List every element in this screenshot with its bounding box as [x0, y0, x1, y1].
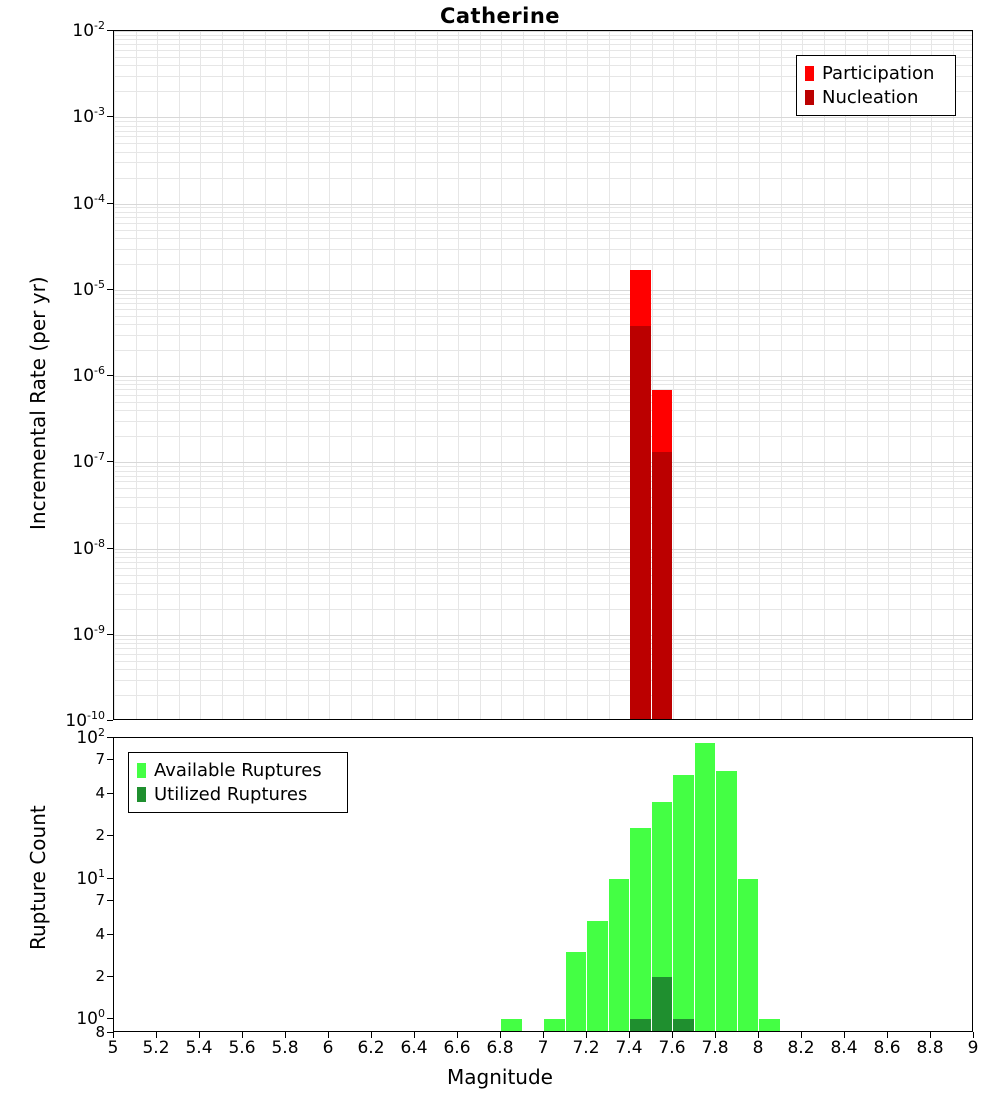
bar	[652, 977, 673, 1032]
y-tick-mark	[107, 835, 113, 836]
x-tick-mark	[242, 1032, 243, 1038]
y-tick-mark	[107, 878, 113, 879]
x-tick-label: 5.4	[185, 1038, 213, 1058]
legend-bottom	[128, 752, 348, 813]
bar	[630, 828, 651, 1032]
bar	[716, 771, 737, 1032]
x-tick-mark	[629, 1032, 630, 1038]
y-tick-label: $10^{-10}$	[65, 709, 105, 731]
y-axis-label-top: Incremental Rate (per yr)	[26, 276, 50, 530]
bar	[544, 1019, 565, 1032]
y-tick-mark	[107, 548, 113, 549]
y-tick-label: 8	[95, 1023, 105, 1041]
y-tick-mark	[107, 203, 113, 204]
x-tick-mark	[844, 1032, 845, 1038]
legend-label: Nucleation	[822, 86, 919, 108]
y-tick-mark	[107, 976, 113, 977]
x-tick-label: 5.6	[228, 1038, 256, 1058]
y-tick-mark	[107, 375, 113, 376]
bar	[609, 879, 630, 1032]
x-tick-mark	[113, 1032, 114, 1038]
legend-swatch	[137, 763, 146, 778]
x-tick-label: 7.6	[658, 1038, 686, 1058]
y-tick-label: 2	[95, 967, 105, 985]
x-tick-label: 8.8	[916, 1038, 944, 1058]
x-tick-mark	[156, 1032, 157, 1038]
y-tick-mark	[107, 759, 113, 760]
y-tick-label: $10^{-3}$	[72, 105, 105, 128]
y-axis-label-bottom: Rupture Count	[26, 805, 50, 950]
x-tick-label: 8.6	[873, 1038, 901, 1058]
y-tick-label: $10^{-8}$	[72, 536, 105, 559]
y-tick-label: $10^2$	[76, 726, 105, 748]
y-tick-label: 7	[95, 749, 105, 768]
bar	[673, 775, 694, 1033]
y-tick-label: $10^{-5}$	[72, 277, 105, 300]
x-tick-mark	[887, 1032, 888, 1038]
bar	[759, 1019, 780, 1032]
x-tick-label: 7.4	[615, 1038, 643, 1058]
x-tick-mark	[543, 1032, 544, 1038]
bar	[630, 326, 651, 720]
bar	[587, 921, 608, 1032]
y-tick-mark	[107, 934, 113, 935]
legend-label: Utilized Ruptures	[154, 783, 308, 805]
x-tick-mark	[457, 1032, 458, 1038]
x-tick-label: 8.4	[830, 1038, 858, 1058]
y-tick-label: $10^{-7}$	[72, 450, 105, 473]
bar	[630, 1019, 651, 1032]
x-tick-label: 6.8	[486, 1038, 514, 1058]
legend-label: Available Ruptures	[154, 759, 322, 781]
x-tick-label: 7.2	[572, 1038, 600, 1058]
bar	[501, 1019, 522, 1032]
x-tick-label: 6.6	[443, 1038, 471, 1058]
x-tick-mark	[758, 1032, 759, 1038]
x-tick-label: 6.2	[357, 1038, 385, 1058]
y-tick-mark	[107, 900, 113, 901]
x-tick-mark	[414, 1032, 415, 1038]
legend-item	[137, 782, 339, 806]
legend-swatch	[137, 787, 146, 802]
y-tick-mark	[107, 793, 113, 794]
x-tick-mark	[500, 1032, 501, 1038]
y-tick-mark	[107, 289, 113, 290]
bar	[566, 952, 587, 1032]
x-tick-mark	[199, 1032, 200, 1038]
bars-incremental-rate	[114, 31, 972, 719]
x-tick-mark	[930, 1032, 931, 1038]
y-tick-label: 4	[95, 784, 105, 802]
y-tick-label: $10^{-9}$	[72, 622, 105, 645]
y-tick-label: $10^{-6}$	[72, 364, 105, 386]
x-tick-label: 5.2	[142, 1038, 170, 1058]
legend-item	[805, 85, 947, 109]
y-tick-mark	[107, 461, 113, 462]
legend-swatch	[805, 90, 814, 105]
bar	[652, 452, 673, 720]
x-tick-mark	[586, 1032, 587, 1038]
legend-item	[137, 758, 339, 782]
y-tick-mark	[107, 720, 113, 721]
bar	[673, 1019, 694, 1032]
x-axis-label: Magnitude	[447, 1065, 553, 1089]
y-tick-label: 2	[95, 826, 105, 845]
y-tick-label: 7	[95, 890, 105, 909]
x-tick-mark	[672, 1032, 673, 1038]
x-tick-mark	[328, 1032, 329, 1038]
x-tick-label: 6	[322, 1038, 334, 1058]
page-title: Catherine	[439, 4, 561, 28]
y-tick-label: $10^{-2}$	[72, 19, 105, 41]
legend-label: Participation	[822, 62, 935, 84]
x-tick-label: 7	[537, 1038, 549, 1058]
x-tick-label: 5	[107, 1038, 119, 1058]
x-tick-mark	[285, 1032, 286, 1038]
x-tick-label: 5.8	[271, 1038, 299, 1058]
y-tick-mark	[107, 116, 113, 117]
legend-swatch	[805, 66, 814, 81]
y-tick-label: 4	[95, 924, 105, 943]
y-tick-mark	[107, 30, 113, 31]
y-tick-mark	[107, 634, 113, 635]
x-tick-label: 8	[752, 1038, 764, 1058]
y-tick-label: $10^0$	[76, 1007, 105, 1030]
bar	[695, 743, 716, 1032]
x-tick-mark	[715, 1032, 716, 1038]
y-tick-mark	[107, 737, 113, 738]
x-tick-label: 9	[967, 1038, 979, 1058]
x-tick-mark	[973, 1032, 974, 1038]
x-tick-label: 6.4	[400, 1038, 428, 1058]
x-tick-label: 8.2	[787, 1038, 815, 1058]
y-tick-mark	[107, 1018, 113, 1019]
x-tick-mark	[371, 1032, 372, 1038]
legend-top	[796, 55, 956, 116]
incremental-rate-plot	[113, 30, 973, 720]
legend-item	[805, 61, 947, 85]
y-tick-label: $10^{-4}$	[72, 191, 105, 214]
x-tick-label: 7.8	[701, 1038, 729, 1058]
x-tick-mark	[801, 1032, 802, 1038]
bar	[738, 879, 759, 1032]
y-tick-label: $10^1$	[76, 866, 105, 889]
